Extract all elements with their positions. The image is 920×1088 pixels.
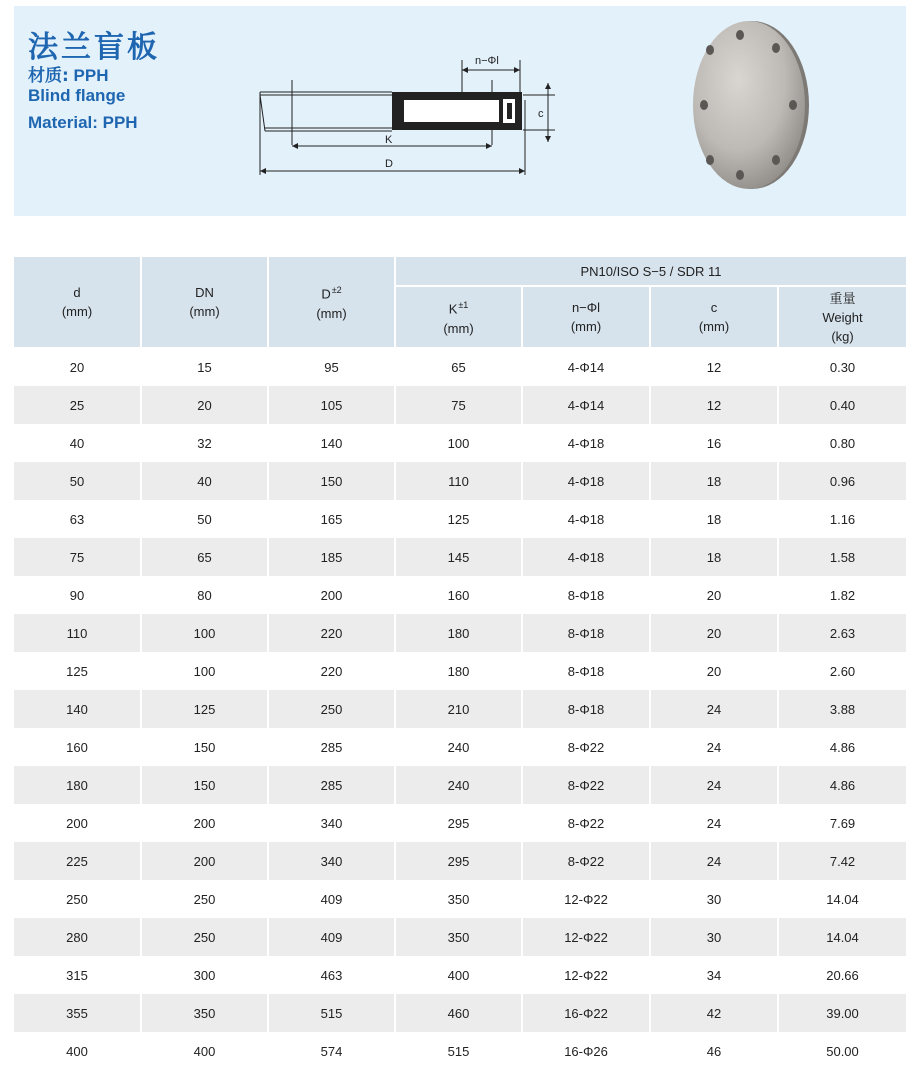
- table-cell: 20: [650, 652, 778, 690]
- table-cell: 180: [395, 614, 522, 652]
- col-header-n-phi: n−Φl (mm): [522, 286, 650, 348]
- table-cell: 285: [268, 766, 395, 804]
- table-cell: 125: [395, 500, 522, 538]
- table-cell: 12: [650, 348, 778, 386]
- table-cell: 295: [395, 804, 522, 842]
- table-cell: 250: [141, 880, 268, 918]
- table-cell: 0.96: [778, 462, 906, 500]
- table-cell: 210: [395, 690, 522, 728]
- table-cell: 25: [14, 386, 141, 424]
- table-cell: 12: [650, 386, 778, 424]
- page-title-en: Blind flange: [28, 86, 126, 105]
- table-cell: 2.63: [778, 614, 906, 652]
- table-cell: 20.66: [778, 956, 906, 994]
- table-cell: 3.88: [778, 690, 906, 728]
- table-cell: 24: [650, 842, 778, 880]
- table-cell: 75: [14, 538, 141, 576]
- table-cell: 250: [14, 880, 141, 918]
- table-cell: 340: [268, 804, 395, 842]
- table-cell: 350: [395, 880, 522, 918]
- table-cell: 8-Φ18: [522, 652, 650, 690]
- table-cell: 24: [650, 728, 778, 766]
- table-cell: 150: [268, 462, 395, 500]
- table-row: [14, 804, 906, 842]
- table-cell: 463: [268, 956, 395, 994]
- table-cell: 140: [268, 424, 395, 462]
- table-cell: 355: [14, 994, 141, 1032]
- table-cell: 4.86: [778, 766, 906, 804]
- table-cell: 16: [650, 424, 778, 462]
- table-cell: 8-Φ22: [522, 766, 650, 804]
- table-row: [14, 462, 906, 500]
- table-cell: 40: [14, 424, 141, 462]
- table-row: [14, 690, 906, 728]
- label-n-phi: n−Φl: [475, 55, 499, 67]
- table-cell: 20: [141, 386, 268, 424]
- table-row: [14, 538, 906, 576]
- table-cell: 515: [268, 994, 395, 1032]
- table-cell: 16-Φ22: [522, 994, 650, 1032]
- table-cell: 574: [268, 1032, 395, 1070]
- col-header-dn: DN (mm): [141, 257, 268, 348]
- table-cell: 400: [395, 956, 522, 994]
- table-cell: 65: [395, 348, 522, 386]
- table-cell: 15: [141, 348, 268, 386]
- table-cell: 350: [395, 918, 522, 956]
- table-cell: 225: [14, 842, 141, 880]
- table-cell: 100: [395, 424, 522, 462]
- page-title-cn: 法兰盲板: [28, 30, 160, 65]
- table-cell: 515: [395, 1032, 522, 1070]
- table-cell: 4-Φ14: [522, 348, 650, 386]
- table-cell: 460: [395, 994, 522, 1032]
- table-cell: 100: [141, 614, 268, 652]
- table-cell: 30: [650, 880, 778, 918]
- table-cell: 125: [14, 652, 141, 690]
- label-d: D: [385, 158, 393, 170]
- table-cell: 63: [14, 500, 141, 538]
- label-c: c: [538, 108, 544, 120]
- table-cell: 12-Φ22: [522, 956, 650, 994]
- table-cell: 8-Φ18: [522, 614, 650, 652]
- table-cell: 409: [268, 880, 395, 918]
- col-header-weight: 重量 Weight (kg): [778, 286, 906, 348]
- table-cell: 18: [650, 500, 778, 538]
- material-cn-value: PPH: [73, 66, 109, 85]
- table-cell: 150: [141, 766, 268, 804]
- table-cell: 8-Φ18: [522, 690, 650, 728]
- table-cell: 4-Φ18: [522, 500, 650, 538]
- table-row: [14, 766, 906, 804]
- table-cell: 18: [650, 462, 778, 500]
- table-cell: 24: [650, 690, 778, 728]
- table-cell: 180: [14, 766, 141, 804]
- table-cell: 100: [141, 652, 268, 690]
- table-cell: 145: [395, 538, 522, 576]
- table-cell: 50.00: [778, 1032, 906, 1070]
- table-cell: 39.00: [778, 994, 906, 1032]
- table-cell: 300: [141, 956, 268, 994]
- flange-cross-section-drawing: [255, 50, 555, 185]
- table-cell: 4.86: [778, 728, 906, 766]
- table-row: [14, 842, 906, 880]
- table-cell: 240: [395, 728, 522, 766]
- table-row: [14, 500, 906, 538]
- table-cell: 90: [14, 576, 141, 614]
- table-cell: 12-Φ22: [522, 918, 650, 956]
- table-cell: 20: [650, 614, 778, 652]
- table-cell: 250: [141, 918, 268, 956]
- material-en: Material: PPH: [28, 113, 138, 132]
- table-cell: 220: [268, 652, 395, 690]
- table-cell: 180: [395, 652, 522, 690]
- table-cell: 200: [14, 804, 141, 842]
- table-cell: 65: [141, 538, 268, 576]
- table-row: [14, 918, 906, 956]
- table-cell: 20: [14, 348, 141, 386]
- table-cell: 7.42: [778, 842, 906, 880]
- table-row: [14, 576, 906, 614]
- table-row: [14, 424, 906, 462]
- specification-table-body: [14, 348, 906, 1070]
- table-cell: 8-Φ18: [522, 576, 650, 614]
- table-cell: 250: [268, 690, 395, 728]
- blind-flange-photo: [690, 20, 820, 190]
- table-cell: 315: [14, 956, 141, 994]
- table-cell: 200: [141, 804, 268, 842]
- table-cell: 295: [395, 842, 522, 880]
- table-cell: 95: [268, 348, 395, 386]
- table-cell: 105: [268, 386, 395, 424]
- table-cell: 285: [268, 728, 395, 766]
- table-cell: 8-Φ22: [522, 728, 650, 766]
- table-cell: 110: [395, 462, 522, 500]
- table-row: [14, 1032, 906, 1070]
- table-cell: 18: [650, 538, 778, 576]
- table-cell: 165: [268, 500, 395, 538]
- table-cell: 4-Φ14: [522, 386, 650, 424]
- table-cell: 0.30: [778, 348, 906, 386]
- table-cell: 34: [650, 956, 778, 994]
- table-cell: 12-Φ22: [522, 880, 650, 918]
- table-cell: 20: [650, 576, 778, 614]
- table-cell: 42: [650, 994, 778, 1032]
- table-cell: 200: [141, 842, 268, 880]
- specification-table: [14, 257, 906, 1070]
- material-cn-label: 材质:: [28, 66, 69, 86]
- table-cell: 8-Φ22: [522, 842, 650, 880]
- table-cell: 340: [268, 842, 395, 880]
- table-cell: 409: [268, 918, 395, 956]
- table-cell: 400: [14, 1032, 141, 1070]
- table-cell: 75: [395, 386, 522, 424]
- table-cell: 2.60: [778, 652, 906, 690]
- table-cell: 1.82: [778, 576, 906, 614]
- material-cn: [28, 61, 109, 86]
- group-header-pressure-class: PN10/ISO S−5 / SDR 11: [395, 257, 906, 286]
- table-row: [14, 386, 906, 424]
- table-cell: 280: [14, 918, 141, 956]
- table-cell: 24: [650, 804, 778, 842]
- table-cell: 14.04: [778, 880, 906, 918]
- table-cell: 0.80: [778, 424, 906, 462]
- table-cell: 30: [650, 918, 778, 956]
- table-cell: 16-Φ26: [522, 1032, 650, 1070]
- table-row: [14, 880, 906, 918]
- table-cell: 4-Φ18: [522, 424, 650, 462]
- table-cell: 24: [650, 766, 778, 804]
- col-header-c: c (mm): [650, 286, 778, 348]
- col-header-D: $D^{\pm 2}$ (mm): [268, 257, 395, 348]
- table-cell: 14.04: [778, 918, 906, 956]
- table-cell: 4-Φ18: [522, 538, 650, 576]
- col-header-d: d (mm): [14, 257, 141, 348]
- table-cell: 160: [395, 576, 522, 614]
- table-cell: 160: [14, 728, 141, 766]
- table-cell: 46: [650, 1032, 778, 1070]
- table-cell: 50: [141, 500, 268, 538]
- table-row: [14, 994, 906, 1032]
- table-cell: 110: [14, 614, 141, 652]
- table-cell: 240: [395, 766, 522, 804]
- table-cell: 220: [268, 614, 395, 652]
- table-cell: 140: [14, 690, 141, 728]
- table-cell: 32: [141, 424, 268, 462]
- table-cell: 80: [141, 576, 268, 614]
- table-cell: 1.58: [778, 538, 906, 576]
- table-cell: 8-Φ22: [522, 804, 650, 842]
- table-row: [14, 728, 906, 766]
- table-row: [14, 348, 906, 386]
- table-cell: 7.69: [778, 804, 906, 842]
- label-k: K: [385, 134, 393, 146]
- table-cell: 1.16: [778, 500, 906, 538]
- table-cell: 200: [268, 576, 395, 614]
- table-cell: 50: [14, 462, 141, 500]
- table-cell: 40: [141, 462, 268, 500]
- table-cell: 4-Φ18: [522, 462, 650, 500]
- table-cell: 350: [141, 994, 268, 1032]
- table-row: [14, 614, 906, 652]
- table-cell: 400: [141, 1032, 268, 1070]
- col-header-K: $K^{\pm 1}$ (mm): [395, 286, 522, 348]
- table-cell: 125: [141, 690, 268, 728]
- table-cell: 0.40: [778, 386, 906, 424]
- table-row: [14, 652, 906, 690]
- table-row: [14, 956, 906, 994]
- table-cell: 150: [141, 728, 268, 766]
- table-cell: 185: [268, 538, 395, 576]
